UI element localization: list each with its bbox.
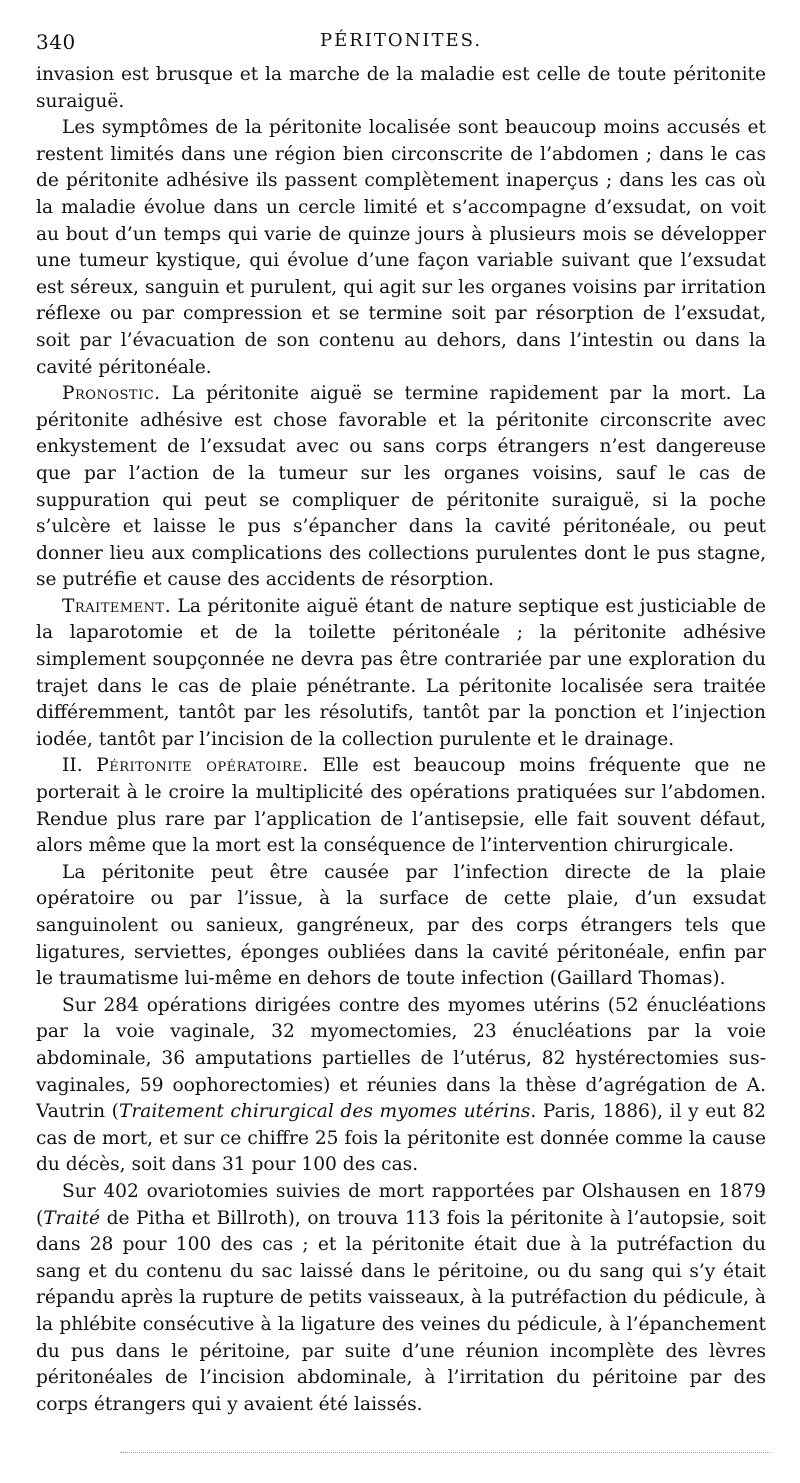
paragraph-ovariotomies-statistics: [36, 1179, 766, 1418]
paragraph-text: La péritonite peut être causée par l’infection directe de la plaie opératoire ou par l’issue, à la surface de cette plaie, d’un exsudat sanguinolent ou sanieux, gangréneux, par des corps étrangers tels que ligatures, serviettes, éponges oubliées dans la cavité péritonéale, enfin par le traumatisme lui-même en dehors de toute infection (Gaillard Thomas).: [36, 861, 766, 990]
paragraph-text: Les symptômes de la péritonite localisée sont beaucoup moins accusés et restent limités dans une région bien circonscrite de l’abdomen ; dans le cas de péritonite adhésive ils passent complètement inaperçus ; dans les cas où la maladie évolue dans un cercle limité et s’accompagne d’exsudat, on voit au bout d’un temps qui varie de quinze jours à plusieurs mois se développer une tumeur kystique, qui évolue d’une façon variable suivant que l’exsudat est séreux, sanguin et purulent, qui agit sur les organes voisins par irritation réflexe ou par compression et se termine soit par résorption de l’exsudat, soit par l’évacuation de son contenu au dehors, dans l’intestin ou dans la cavité péritonéale.: [36, 117, 766, 378]
section-heading-operative-peritonitis: Péritonite opératoire.: [96, 755, 309, 777]
page-number: 340: [36, 30, 76, 54]
book-page: [36, 26, 766, 1418]
paragraph-causes: [36, 860, 766, 993]
paragraph-text: Sur 402 ovariotomies suivies de mort rapportées par Olshausen en 1879 (: [36, 1180, 766, 1229]
running-title: PÉRITONITES.: [319, 30, 483, 51]
paragraph-text: invasion est brusque et la marche de la maladie est celle de toute péritonite suraiguë.: [36, 64, 766, 112]
paragraph-treatment: [36, 594, 766, 754]
paragraph-text: Sur 284 opérations dirigées contre des myomes utérins (52 énucléations par la voie vaginale, 32 myomectomies, 23 énucléations par la voie abdominale, 36 amputations partielles de l’utérus, 82 hystérectomies sus-vaginales, 59 oophorectomies) et réunies dans la thèse d’agrégation de A. Vautrin (: [36, 994, 766, 1123]
section-heading-prognosis: Pronostic.: [62, 383, 161, 405]
section-numeral: II.: [62, 755, 83, 777]
running-head: [36, 26, 766, 62]
section-heading-treatment: Traitement.: [62, 595, 172, 617]
body-text: [36, 62, 766, 1418]
paragraph-operative-peritonitis: [36, 753, 766, 859]
paragraph-prognosis: [36, 381, 766, 594]
cited-work-title: Traité: [43, 1207, 101, 1229]
paragraph-myomes-statistics: [36, 993, 766, 1179]
paragraph-text: Elle est beaucoup moins fréquente que ne porterait à le croire la multiplicité des opérations pratiquées sur l’abdomen. Rendue plus rare par l’application de l’antisepsie, elle fait souvent défaut, alors même que la mort est la conséquence de l’intervention chirurgicale.: [36, 755, 766, 857]
paragraph-text: La péritonite aiguë se termine rapidement par la mort. La péritonite adhésive est chose favorable et la péritonite circonscrite avec enkystement de l’exsudat avec ou sans corps étrangers n’est dangereuse que par l’action de la tumeur sur les organes voisins, sauf le cas de suppuration qui peut se compliquer de péritonite suraiguë, si la poche s’ulcère et laisse le pus s’épancher dans la cavité péritonéale, ou peut donner lieu aux complications des collections purulentes dont le pus stagne, se putréfie et cause des accidents de résorption.: [36, 383, 766, 591]
paragraph-text: de Pitha et Billroth), on trouva 113 fois la péritonite à l’autopsie, soit dans 28 pour 100 des cas ; et la péritonite était due à la putréfaction du sang et du contenu du sac laissé dans le péritoine, ou du sang qui s’y était répandu après la rupture de petits vaisseaux, à la putréfaction du pédicule, à la phlébite consécutive à la ligature des veines du pédicule, à l’épanchement du pus dans le péritoine, par suite d’une réunion incomplète des lèvres péritonéales de l’incision abdominale, à l’irritation du péritoine par des corps étrangers qui y avaient été laissés.: [36, 1207, 766, 1415]
paragraph-continuation: [36, 62, 766, 115]
bottom-dotted-rule: [120, 1452, 770, 1453]
cited-work-title: Traitement chirurgical des myomes utérins: [118, 1101, 531, 1123]
paragraph-text: La péritonite aiguë étant de nature septique est justiciable de la laparotomie et de la toilette péritonéale ; la péritonite adhésive simplement soupçonnée ne devra pas être contrariée par une exploration du trajet dans le cas de plaie pénétrante. La péritonite localisée sera traitée différemment, tantôt par les résolutifs, tantôt par la ponction et l’injection iodée, tantôt par l’incision de la collection purulente et le drainage.: [36, 595, 766, 750]
paragraph-text: . Paris, 1886), il y eut 82 cas de mort, et sur ce chiffre 25 fois la péritonite est donnée comme la cause du décès, soit dans 31 pour 100 des cas.: [36, 1101, 766, 1176]
paragraph-localized-peritonitis: [36, 115, 766, 381]
